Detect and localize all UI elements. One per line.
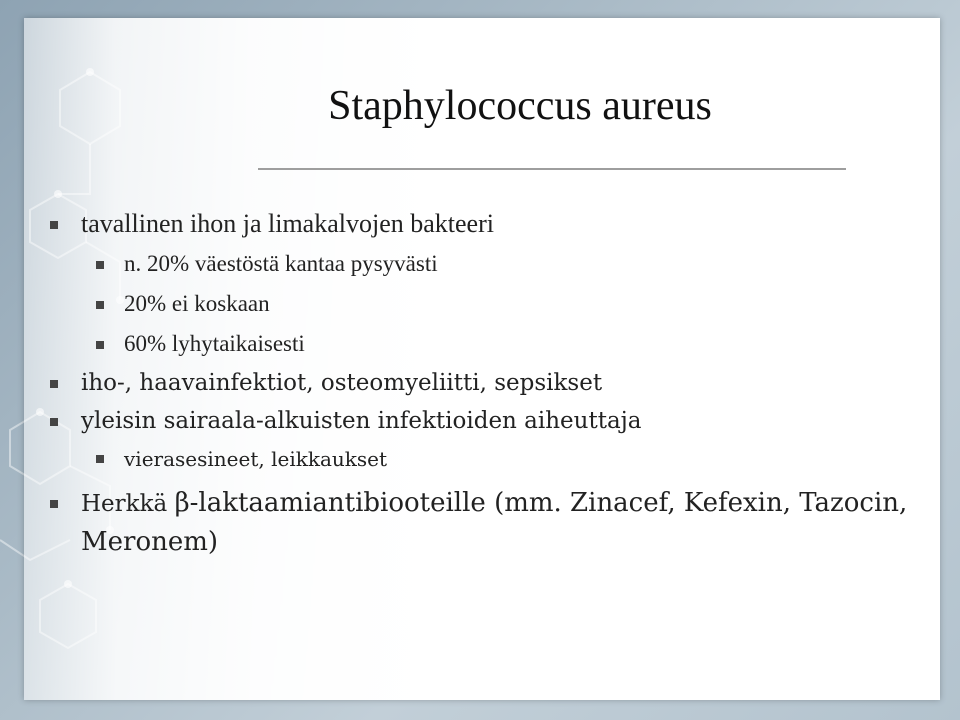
list-item <box>50 364 910 402</box>
title-divider <box>258 168 846 170</box>
list-item <box>50 204 910 244</box>
list-item-text: 60% lyhytaikaisesti <box>124 331 305 356</box>
list-item <box>50 484 910 561</box>
square-bullet-icon <box>50 418 58 426</box>
square-bullet-icon <box>50 500 58 508</box>
list-item <box>50 402 910 440</box>
list-item <box>50 324 910 364</box>
square-bullet-icon <box>96 301 104 309</box>
list-item-text: tavallinen ihon ja limakalvojen bakteeri <box>81 209 494 238</box>
list-item-text: β-laktaamiantibiooteille (mm. Zinacef, Kefexin, Tazocin, Meronem) <box>81 488 908 557</box>
bullet-list <box>50 204 910 561</box>
slide-title: Staphylococcus aureus <box>328 83 712 129</box>
list-item-prefix: Herkkä <box>81 491 175 517</box>
square-bullet-icon <box>50 221 58 229</box>
list-item-text: vierasesineet, leikkaukset <box>124 447 388 471</box>
list-item-text: n. 20% väestöstä kantaa pysyvästi <box>124 251 438 276</box>
square-bullet-icon <box>50 380 58 388</box>
square-bullet-icon <box>96 261 104 269</box>
list-item <box>50 244 910 284</box>
list-item-text: yleisin sairaala-alkuisten infektioiden aiheuttaja <box>81 408 642 434</box>
square-bullet-icon <box>96 341 104 349</box>
list-item <box>50 440 910 478</box>
list-item-text: iho-, haavainfektiot, osteomyeliitti, sepsikset <box>81 370 603 396</box>
list-item <box>50 284 910 324</box>
square-bullet-icon <box>96 455 104 463</box>
list-item-text: 20% ei koskaan <box>124 291 270 316</box>
